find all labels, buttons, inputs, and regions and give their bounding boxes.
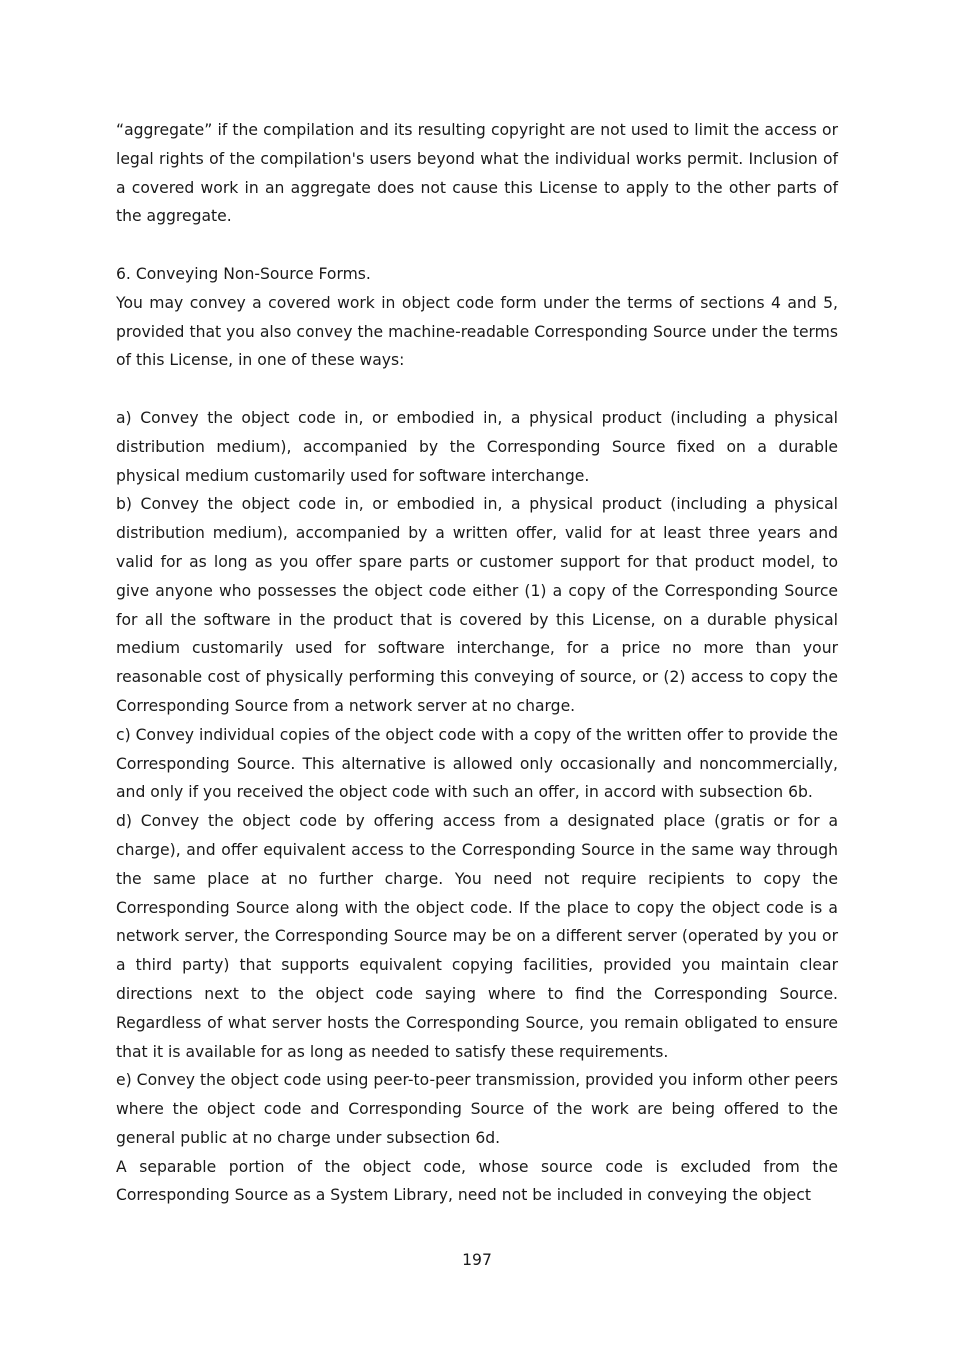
list-item-e: e) Convey the object code using peer-to-peer transmission, provided you inform other peers where the object code and Corresponding Source of the work are being offered to the general public at no charge under subsection 6d. <box>116 1071 838 1147</box>
list-item-c: c) Convey individual copies of the object code with a copy of the written offer to provide the Corresponding Source. This alternative is allowed only occasionally and noncommercially, and only if you received the object code with such an offer, in accord with subsection 6b. <box>116 725 838 802</box>
page-body <box>116 116 838 1210</box>
list-item-d: d) Convey the object code by offering access from a designated place (gratis or for a charge), and offer equivalent access to the Corresponding Source in the same way through the same place at no further charge. You need not require recipients to copy the Corresponding Source along with the object code. If the place to copy the object code is a network server, the Corresponding Source may be on a different server (operated by you or a third party) that supports equivalent copying facilities, provided you maintain clear directions next to the object code saying where to find the Corresponding Source. Regardless of what server hosts the Corresponding Source, you remain obligated to ensure that it is available for as long as needed to satisfy these requirements. <box>116 812 838 1061</box>
paragraph-aggregate: “aggregate” if the compilation and its resulting copyright are not used to limit the access or legal rights of the compilation's users beyond what the individual works permit. Inclusion of a covered work in an aggregate does not cause this License to apply to the other parts of the aggregate. <box>116 121 838 226</box>
paragraph-spacer <box>116 231 838 260</box>
section-heading: 6. Conveying Non-Source Forms. <box>116 264 371 283</box>
paragraph-system-library: A separable portion of the object code, whose source code is excluded from the Corresponding Source as a System Library, need not be included in conveying the object <box>116 1157 838 1205</box>
paragraph-intro: You may convey a covered work in object code form under the terms of sections 4 and 5, provided that you also convey the machine-readable Corresponding Source under the terms of this License, in one of these ways: <box>116 293 838 370</box>
paragraph-spacer <box>116 375 838 404</box>
list-item-a: a) Convey the object code in, or embodied in, a physical product (including a physical distribution medium), accompanied by the Corresponding Source fixed on a durable physical medium customarily used for software interchange. <box>116 408 838 485</box>
page-number: 197 <box>462 1251 492 1269</box>
list-item-b: b) Convey the object code in, or embodied in, a physical product (including a physical distribution medium), accompanied by a written offer, valid for at least three years and valid for as long as you offer spare parts or customer support for that product model, to give anyone who possesses the object code either (1) a copy of the Corresponding Source for all the software in the product that is covered by this License, on a durable physical medium customarily used for software interchange, for a price no more than your reasonable cost of physically performing this conveying of source, or (2) access to copy the Corresponding Source from a network server at no charge. <box>116 495 838 715</box>
